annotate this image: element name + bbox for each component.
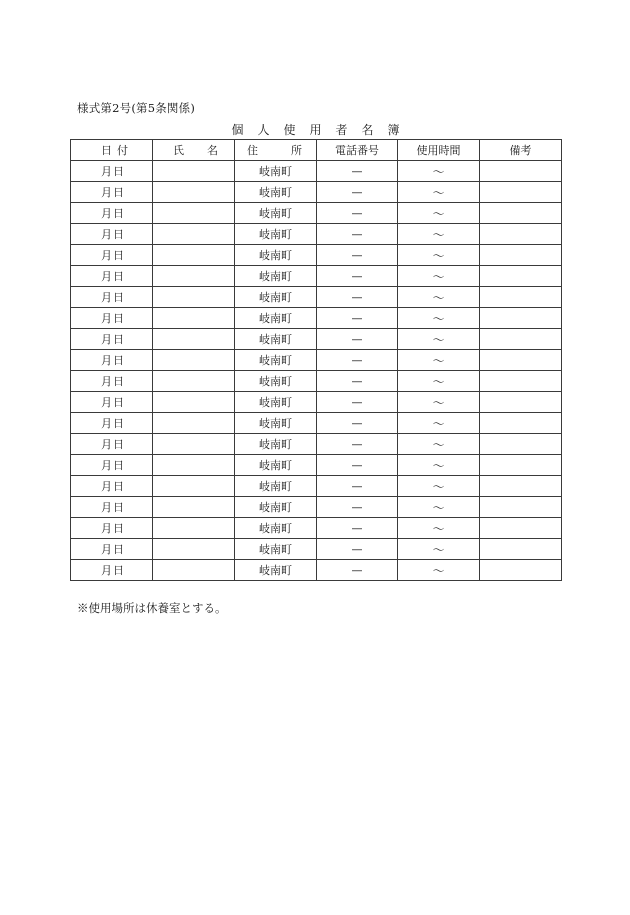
name-cell[interactable]	[153, 329, 235, 350]
remarks-cell[interactable]	[480, 413, 562, 434]
phone-cell[interactable]: —	[317, 560, 398, 581]
usage-note: ※使用場所は休養室とする。	[77, 601, 227, 615]
table-row	[71, 224, 562, 245]
name-cell[interactable]	[153, 497, 235, 518]
date-cell[interactable]	[71, 455, 153, 476]
name-cell[interactable]	[153, 308, 235, 329]
phone-cell[interactable]: —	[317, 350, 398, 371]
remarks-cell[interactable]	[480, 308, 562, 329]
usage-time-cell[interactable]: 〜	[398, 560, 480, 581]
name-cell[interactable]	[153, 224, 235, 245]
table-row	[71, 392, 562, 413]
month-label: 月	[101, 480, 112, 493]
date-cell[interactable]	[71, 560, 153, 581]
name-cell[interactable]	[153, 434, 235, 455]
name-cell[interactable]	[153, 413, 235, 434]
date-cell[interactable]	[71, 308, 153, 329]
day-label: 日	[113, 207, 124, 220]
remarks-cell[interactable]	[480, 518, 562, 539]
table-row	[71, 455, 562, 476]
table-row	[71, 539, 562, 560]
usage-time-cell[interactable]: 〜	[398, 329, 480, 350]
header-remarks: 備考	[480, 140, 562, 161]
month-label: 月	[101, 333, 112, 346]
usage-time-cell[interactable]: 〜	[398, 182, 480, 203]
header-address-2: 所	[291, 144, 302, 157]
phone-cell[interactable]: —	[317, 287, 398, 308]
date-cell[interactable]	[71, 518, 153, 539]
phone-cell[interactable]: —	[317, 308, 398, 329]
month-label: 月	[101, 438, 112, 451]
header-name-2: 名	[207, 144, 218, 157]
name-cell[interactable]	[153, 539, 235, 560]
table-row	[71, 518, 562, 539]
day-label: 日	[113, 375, 124, 388]
header-phone: 電話番号	[317, 140, 398, 161]
month-label: 月	[101, 312, 112, 325]
usage-time-cell[interactable]: 〜	[398, 266, 480, 287]
remarks-cell[interactable]	[480, 371, 562, 392]
table-row	[71, 413, 562, 434]
name-cell[interactable]	[153, 371, 235, 392]
address-cell[interactable]: 岐南町	[235, 539, 317, 560]
name-cell[interactable]	[153, 518, 235, 539]
name-cell[interactable]	[153, 287, 235, 308]
usage-time-cell[interactable]: 〜	[398, 455, 480, 476]
header-address	[235, 140, 317, 161]
month-label: 月	[101, 228, 112, 241]
table-row	[71, 161, 562, 182]
name-cell[interactable]	[153, 350, 235, 371]
usage-time-cell[interactable]: 〜	[398, 161, 480, 182]
month-label: 月	[101, 165, 112, 178]
name-cell[interactable]	[153, 392, 235, 413]
usage-time-cell[interactable]: 〜	[398, 308, 480, 329]
table-row	[71, 182, 562, 203]
usage-time-cell[interactable]: 〜	[398, 497, 480, 518]
remarks-cell[interactable]	[480, 560, 562, 581]
month-label: 月	[101, 375, 112, 388]
address-cell[interactable]: 岐南町	[235, 392, 317, 413]
address-cell[interactable]: 岐南町	[235, 476, 317, 497]
name-cell[interactable]	[153, 182, 235, 203]
address-cell[interactable]: 岐南町	[235, 287, 317, 308]
day-label: 日	[113, 417, 124, 430]
date-cell[interactable]	[71, 434, 153, 455]
name-cell[interactable]	[153, 560, 235, 581]
usage-time-cell[interactable]: 〜	[398, 413, 480, 434]
table-row	[71, 497, 562, 518]
usage-time-cell[interactable]: 〜	[398, 476, 480, 497]
date-cell[interactable]	[71, 350, 153, 371]
register-rows	[71, 161, 562, 581]
day-label: 日	[113, 438, 124, 451]
address-cell[interactable]: 岐南町	[235, 455, 317, 476]
address-cell[interactable]: 岐南町	[235, 350, 317, 371]
document-title: 個人使用者名簿	[231, 123, 414, 137]
header-row	[71, 140, 562, 161]
header-name	[153, 140, 235, 161]
date-cell[interactable]	[71, 329, 153, 350]
table-row	[71, 329, 562, 350]
address-cell[interactable]: 岐南町	[235, 413, 317, 434]
month-label: 月	[101, 291, 112, 304]
date-cell[interactable]	[71, 161, 153, 182]
date-cell[interactable]	[71, 371, 153, 392]
usage-time-cell[interactable]: 〜	[398, 518, 480, 539]
month-label: 月	[101, 417, 112, 430]
phone-cell[interactable]: —	[317, 539, 398, 560]
remarks-cell[interactable]	[480, 455, 562, 476]
phone-cell[interactable]: —	[317, 434, 398, 455]
remarks-cell[interactable]	[480, 434, 562, 455]
phone-cell[interactable]: —	[317, 182, 398, 203]
address-cell[interactable]: 岐南町	[235, 203, 317, 224]
header-name-1: 氏	[173, 144, 184, 157]
name-cell[interactable]	[153, 245, 235, 266]
date-cell[interactable]	[71, 392, 153, 413]
remarks-cell[interactable]	[480, 287, 562, 308]
table-row	[71, 203, 562, 224]
day-label: 日	[113, 291, 124, 304]
phone-cell[interactable]: —	[317, 161, 398, 182]
table-row	[71, 308, 562, 329]
day-label: 日	[113, 249, 124, 262]
name-cell[interactable]	[153, 476, 235, 497]
date-cell[interactable]	[71, 413, 153, 434]
phone-cell[interactable]: —	[317, 371, 398, 392]
address-cell[interactable]: 岐南町	[235, 371, 317, 392]
remarks-cell[interactable]	[480, 224, 562, 245]
table-row	[71, 371, 562, 392]
day-label: 日	[113, 165, 124, 178]
date-cell[interactable]	[71, 539, 153, 560]
phone-cell[interactable]: —	[317, 329, 398, 350]
month-label: 月	[101, 543, 112, 556]
month-label: 月	[101, 522, 112, 535]
table-row	[71, 287, 562, 308]
day-label: 日	[113, 459, 124, 472]
header-address-1: 住	[247, 144, 258, 157]
month-label: 月	[101, 396, 112, 409]
date-cell[interactable]	[71, 476, 153, 497]
day-label: 日	[113, 228, 124, 241]
address-cell[interactable]: 岐南町	[235, 245, 317, 266]
name-cell[interactable]	[153, 455, 235, 476]
phone-cell[interactable]: —	[317, 413, 398, 434]
month-label: 月	[101, 270, 112, 283]
usage-time-cell[interactable]: 〜	[398, 287, 480, 308]
remarks-cell[interactable]	[480, 476, 562, 497]
name-cell[interactable]	[153, 266, 235, 287]
month-label: 月	[101, 501, 112, 514]
phone-cell[interactable]: —	[317, 518, 398, 539]
day-label: 日	[113, 501, 124, 514]
remarks-cell[interactable]	[480, 350, 562, 371]
phone-cell[interactable]: —	[317, 224, 398, 245]
day-label: 日	[113, 270, 124, 283]
remarks-cell[interactable]	[480, 497, 562, 518]
remarks-cell[interactable]	[480, 245, 562, 266]
day-label: 日	[113, 564, 124, 577]
phone-cell[interactable]: —	[317, 476, 398, 497]
remarks-cell[interactable]	[480, 266, 562, 287]
date-cell[interactable]	[71, 182, 153, 203]
month-label: 月	[101, 564, 112, 577]
remarks-cell[interactable]	[480, 182, 562, 203]
remarks-cell[interactable]	[480, 329, 562, 350]
table-row	[71, 434, 562, 455]
name-cell[interactable]	[153, 161, 235, 182]
day-label: 日	[113, 333, 124, 346]
usage-time-cell[interactable]: 〜	[398, 245, 480, 266]
date-cell[interactable]	[71, 266, 153, 287]
day-label: 日	[113, 186, 124, 199]
name-cell[interactable]	[153, 203, 235, 224]
phone-cell[interactable]: —	[317, 266, 398, 287]
phone-cell[interactable]: —	[317, 455, 398, 476]
usage-time-cell[interactable]: 〜	[398, 392, 480, 413]
day-label: 日	[113, 396, 124, 409]
usage-time-cell[interactable]: 〜	[398, 371, 480, 392]
date-cell[interactable]	[71, 497, 153, 518]
day-label: 日	[113, 522, 124, 535]
day-label: 日	[113, 480, 124, 493]
usage-time-cell[interactable]: 〜	[398, 350, 480, 371]
address-cell[interactable]: 岐南町	[235, 560, 317, 581]
address-cell[interactable]: 岐南町	[235, 182, 317, 203]
day-label: 日	[113, 312, 124, 325]
month-label: 月	[101, 354, 112, 367]
usage-time-cell[interactable]: 〜	[398, 434, 480, 455]
table-row	[71, 560, 562, 581]
usage-time-cell[interactable]: 〜	[398, 224, 480, 245]
address-cell[interactable]: 岐南町	[235, 518, 317, 539]
day-label: 日	[113, 354, 124, 367]
register-table	[70, 139, 562, 581]
table-row	[71, 245, 562, 266]
form-number: 様式第2号(第5条関係)	[77, 101, 196, 115]
address-cell[interactable]: 岐南町	[235, 497, 317, 518]
phone-cell[interactable]: —	[317, 203, 398, 224]
table-row	[71, 350, 562, 371]
date-cell[interactable]	[71, 245, 153, 266]
address-cell[interactable]: 岐南町	[235, 161, 317, 182]
month-label: 月	[101, 207, 112, 220]
remarks-cell[interactable]	[480, 161, 562, 182]
remarks-cell[interactable]	[480, 539, 562, 560]
date-cell[interactable]	[71, 287, 153, 308]
month-label: 月	[101, 249, 112, 262]
table-row	[71, 476, 562, 497]
month-label: 月	[101, 186, 112, 199]
date-cell[interactable]	[71, 224, 153, 245]
address-cell[interactable]: 岐南町	[235, 434, 317, 455]
address-cell[interactable]: 岐南町	[235, 224, 317, 245]
header-date-1: 日	[101, 144, 112, 157]
header-date-2: 付	[117, 144, 128, 157]
header-date	[71, 140, 153, 161]
remarks-cell[interactable]	[480, 203, 562, 224]
remarks-cell[interactable]	[480, 392, 562, 413]
phone-cell[interactable]: —	[317, 245, 398, 266]
date-cell[interactable]	[71, 203, 153, 224]
address-cell[interactable]: 岐南町	[235, 329, 317, 350]
address-cell[interactable]: 岐南町	[235, 266, 317, 287]
address-cell[interactable]: 岐南町	[235, 308, 317, 329]
phone-cell[interactable]: —	[317, 392, 398, 413]
month-label: 月	[101, 459, 112, 472]
usage-time-cell[interactable]: 〜	[398, 539, 480, 560]
usage-time-cell[interactable]: 〜	[398, 203, 480, 224]
phone-cell[interactable]: —	[317, 497, 398, 518]
table-row	[71, 266, 562, 287]
day-label: 日	[113, 543, 124, 556]
header-usage-time: 使用時間	[398, 140, 480, 161]
